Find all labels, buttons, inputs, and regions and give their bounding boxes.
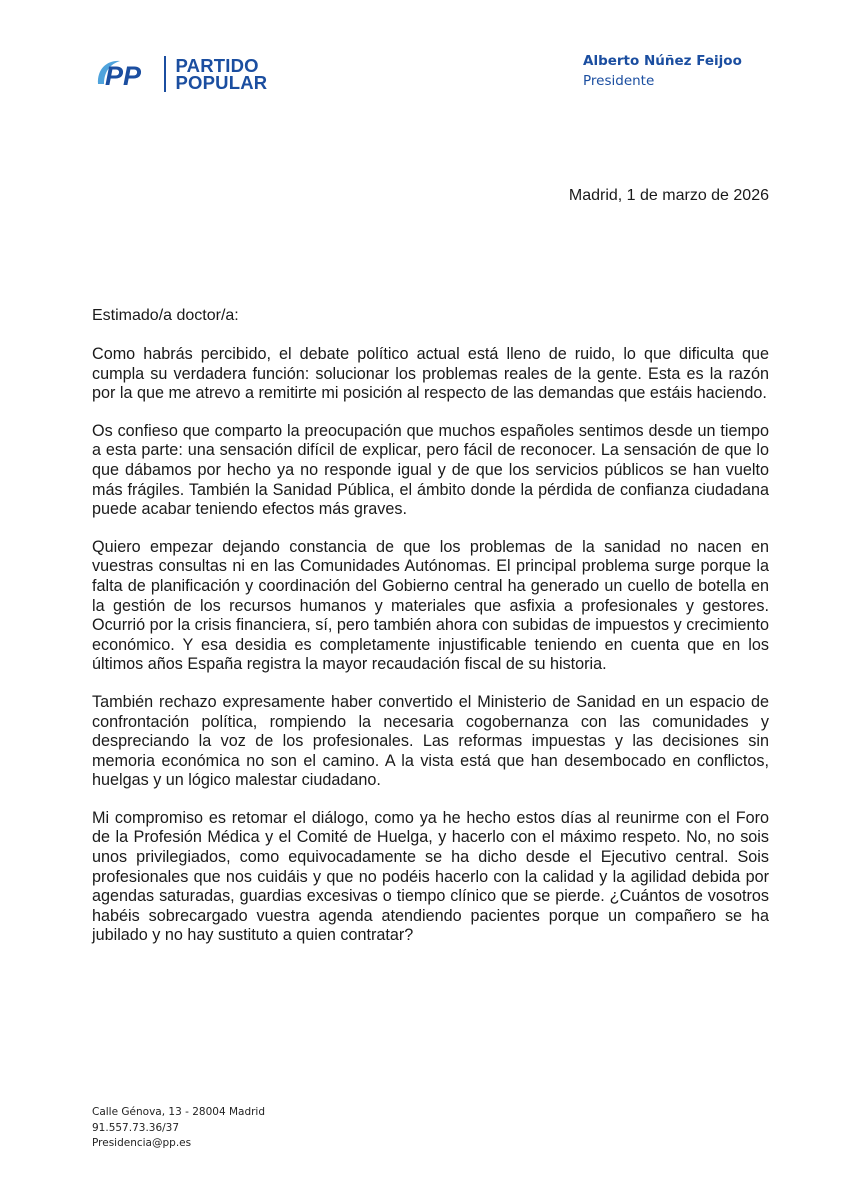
logo-wordmark	[176, 57, 268, 91]
paragraph: Mi compromiso es retomar el diálogo, como ya he hecho estos días al reunirme con el Foro de la Profesión Médica y el Comité de Huelga, y hacerlo con el máximo respeto. No, no sois unos privilegiados, como equivocadamente se ha dicho desde el Ejecutivo central. Sois profesionales que nos cuidáis y que no podéis hacerlo con la calidad y la agilidad debida por agendas saturadas, guardias excesivas o tiempo clínico que se pierde. ¿Cuántos de vosotros habéis sobrecargado vuestra agenda atendiendo pacientes porque un compañero se ha jubilado y no hay sustituto a quien contratar?	[92, 808, 769, 945]
signer-name: Alberto Núñez Feijoo	[583, 53, 742, 69]
letter-body	[92, 345, 769, 964]
logo-mark-text: PP	[105, 61, 142, 91]
signer-block	[583, 51, 742, 91]
logo-line-1: PARTIDO	[175, 55, 259, 76]
footer-phone: 91.557.73.36/37	[92, 1121, 180, 1134]
footer-address: Calle Génova, 13 - 28004 Madrid	[92, 1106, 266, 1118]
signer-role: Presidente	[583, 73, 655, 89]
logo-line-2: POPULAR	[175, 72, 268, 93]
letter-footer	[92, 1105, 265, 1152]
footer-email: Presidencia@pp.es	[92, 1137, 192, 1149]
paragraph: Quiero empezar dejando constancia de que los problemas de la sanidad no nacen en vuestras consultas ni en las Comunidades Autónomas. El principal problema surge porque la falta de planificación y coordinación del Gobierno central ha generado un cuello de botella en la gestión de los recursos humanos y materiales que asfixia a profesionales y gestores. Ocurrió por la crisis financiera, sí, pero también ahora con subidas de impuestos y crecimiento económico. Y esa desidia es completamente injustificable teniendo en cuenta que en los últimos años España registra la mayor recaudación fiscal de su historia.	[92, 537, 769, 674]
logo-divider	[164, 56, 166, 92]
paragraph: Como habrás percibido, el debate político actual está lleno de ruido, lo que dificulta que cumpla su verdadera función: solucionar los problemas reales de la gente. Esta es la razón por la que me atrevo a remitirte mi posición al respecto de las demandas que estáis haciendo.	[92, 345, 769, 403]
letter-date: Madrid, 1 de marzo de 2026	[568, 187, 769, 204]
paragraph: También rechazo expresamente haber convertido el Ministerio de Sanidad en un espacio de confrontación política, rompiendo la necesaria cogobernanza con las comunidades y despreciando la voz de los profesionales. Las reformas impuestas y las decisiones sin memoria económica no son el camino. A la vista está que han desembocado en conflictos, huelgas y un lógico malestar ciudadano.	[92, 692, 769, 790]
paragraph: Os confieso que comparto la preocupación que muchos españoles sentimos desde un tiempo a esta parte: una sensación difícil de explicar, pero fácil de reconocer. La sensación de que lo que dábamos por hecho ya no responde igual y de que los servicios públicos se han vuelto más frágiles. También la Sanidad Pública, el ámbito donde la pérdida de confianza ciudadana puede acabar teniendo efectos más graves.	[92, 421, 769, 519]
pp-logo-mark-icon	[92, 54, 156, 94]
party-logo	[92, 54, 267, 94]
letter-salutation: Estimado/a doctor/a:	[92, 307, 239, 324]
